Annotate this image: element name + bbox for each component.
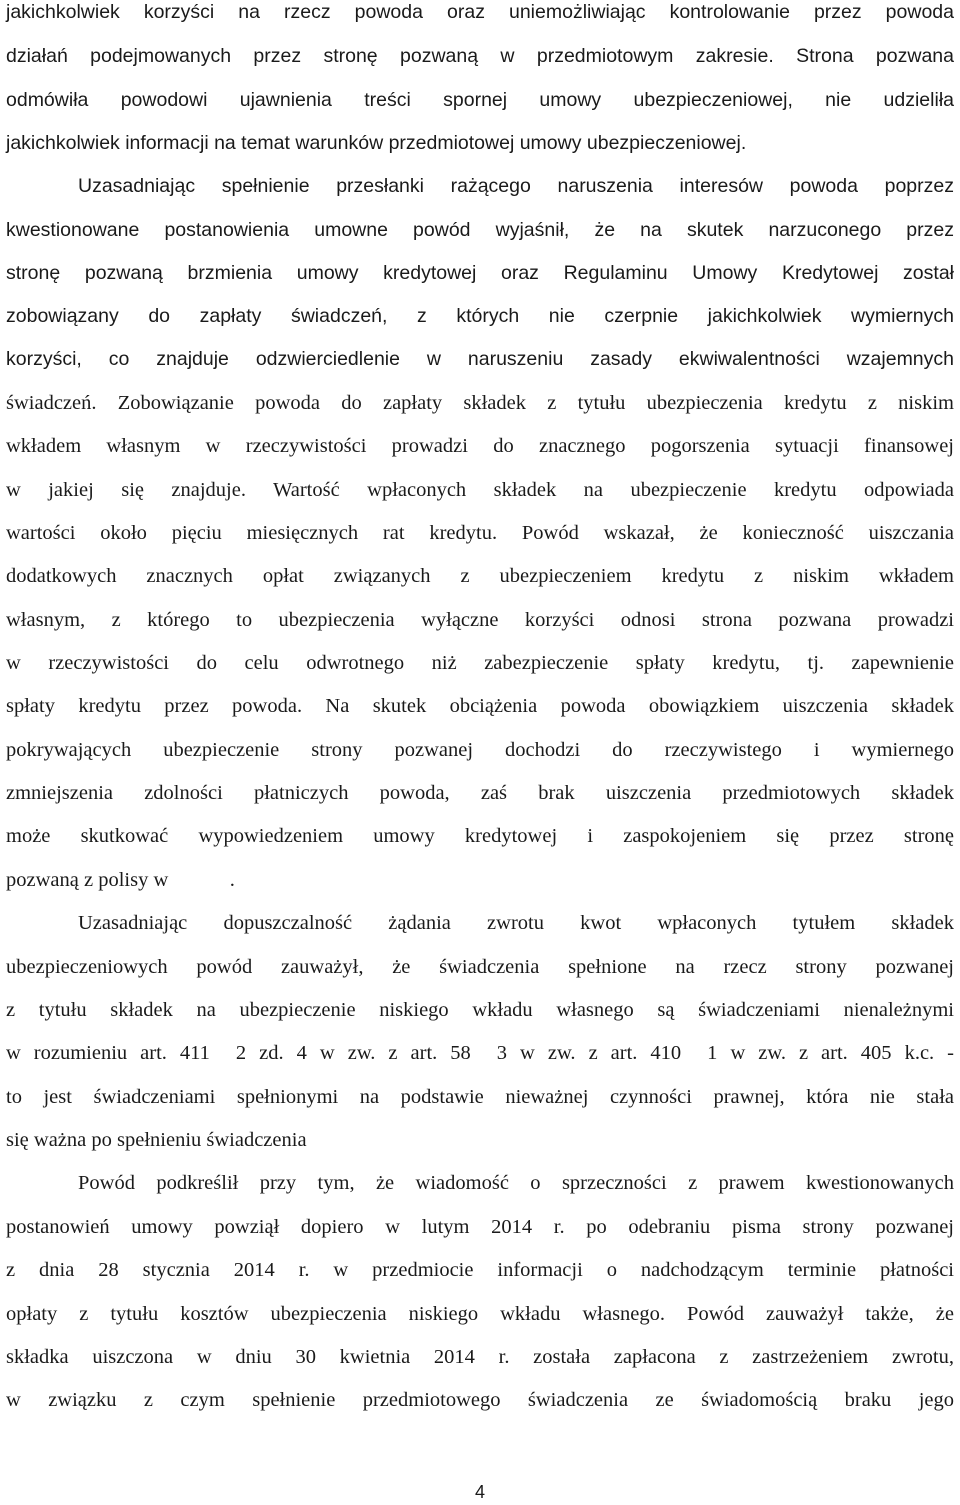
text-line: wartości około pięciu miesięcznych rat kredytu. Powód wskazał, że konieczność uiszczania (6, 522, 954, 544)
text-line: w rozumieniu art. 411 2 zd. 4 w zw. z art. 58 3 w zw. z art. 410 1 w zw. z art. 405 k.c. - (6, 1042, 954, 1064)
text-line: to jest świadczeniami spełnionymi na podstawie nieważnej czynności prawnej, która nie stała (6, 1086, 954, 1108)
text-line: składka uiszczona w dniu 30 kwietnia 2014 r. została zapłacona z zastrzeżeniem zwrotu, (6, 1346, 954, 1368)
text-line: własnym, z którego to ubezpieczenia wyłączne korzyści odnosi strona pozwana prowadzi (6, 609, 954, 631)
text-line: korzyści, co znajduje odzwierciedlenie w naruszeniu zasady ekwiwalentności wzajemnych (6, 348, 954, 370)
text-line: kwestionowane postanowienia umowne powód wyjaśnił, że na skutek narzuconego przez (6, 219, 954, 241)
paragraph-first-line: Uzasadniając dopuszczalność żądania zwrotu kwot wpłaconych tytułem składek (78, 912, 954, 934)
text-line: się ważna po spełnieniu świadczenia (6, 1129, 307, 1151)
text-line: pozwaną z polisy w . (6, 869, 235, 891)
text-line: ubezpieczeniowych powód zauważył, że świadczenia spełnione na rzecz strony pozwanej (6, 956, 954, 978)
text-line: stronę pozwaną brzmienia umowy kredytowej oraz Regulaminu Umowy Kredytowej został (6, 262, 954, 284)
text-line: zobowiązany do zapłaty świadczeń, z których nie czerpnie jakichkolwiek wymiernych (6, 305, 954, 327)
page-number: 4 (474, 1482, 485, 1502)
text-line: w związku z czym spełnienie przedmiotowego świadczenia ze świadomością braku jego (6, 1389, 954, 1411)
text-line: zmniejszenia zdolności płatniczych powoda, zaś brak uiszczenia przedmiotowych składek (6, 782, 954, 804)
text-line: w jakiej się znajduje. Wartość wpłaconych składek na ubezpieczenie kredytu odpowiada (6, 479, 954, 501)
text-line: w rzeczywistości do celu odwrotnego niż zabezpieczenie spłaty kredytu, tj. zapewnienie (6, 652, 954, 674)
paragraph-first-line: Uzasadniając spełnienie przesłanki rażącego naruszenia interesów powoda poprzez (78, 175, 954, 197)
text-line: jakichkolwiek korzyści na rzecz powoda oraz uniemożliwiając kontrolowanie przez powoda (6, 1, 954, 23)
text-line: wkładem własnym w rzeczywistości prowadzi do znacznego pogorszenia sytuacji finansowej (6, 435, 954, 457)
text-line: może skutkować wypowiedzeniem umowy kredytowej i zaspokojeniem się przez stronę (6, 825, 954, 847)
text-line: dodatkowych znacznych opłat związanych z ubezpieczeniem kredytu z niskim wkładem (6, 565, 954, 587)
text-line: z tytułu składek na ubezpieczenie niskiego wkładu własnego są świadczeniami nienależnymi (6, 999, 954, 1021)
text-line: świadczeń. Zobowiązanie powoda do zapłaty składek z tytułu ubezpieczenia kredytu z niskim (6, 392, 954, 414)
text-line: postanowień umowy powziął dopiero w lutym 2014 r. po odebraniu pisma strony pozwanej (6, 1216, 954, 1238)
text-line: odmówiła powodowi ujawnienia treści spornej umowy ubezpieczeniowej, nie udzieliła (6, 89, 954, 111)
text-line: spłaty kredytu przez powoda. Na skutek obciążenia powoda obowiązkiem uiszczenia składek (6, 695, 954, 717)
text-line: pokrywających ubezpieczenie strony pozwanej dochodzi do rzeczywistego i wymiernego (6, 739, 954, 761)
text-line: jakichkolwiek informacji na temat warunków przedmiotowej umowy ubezpieczeniowej. (6, 132, 747, 154)
text-line: z dnia 28 stycznia 2014 r. w przedmiocie informacji o nadchodzącym terminie płatności (6, 1259, 954, 1281)
paragraph-first-line: Powód podkreślił przy tym, że wiadomość o sprzeczności z prawem kwestionowanych (78, 1172, 954, 1194)
text-line: działań podejmowanych przez stronę pozwaną w przedmiotowym zakresie. Strona pozwana (6, 45, 954, 67)
text-line: opłaty z tytułu kosztów ubezpieczenia niskiego wkładu własnego. Powód zauważył także, że (6, 1303, 954, 1325)
